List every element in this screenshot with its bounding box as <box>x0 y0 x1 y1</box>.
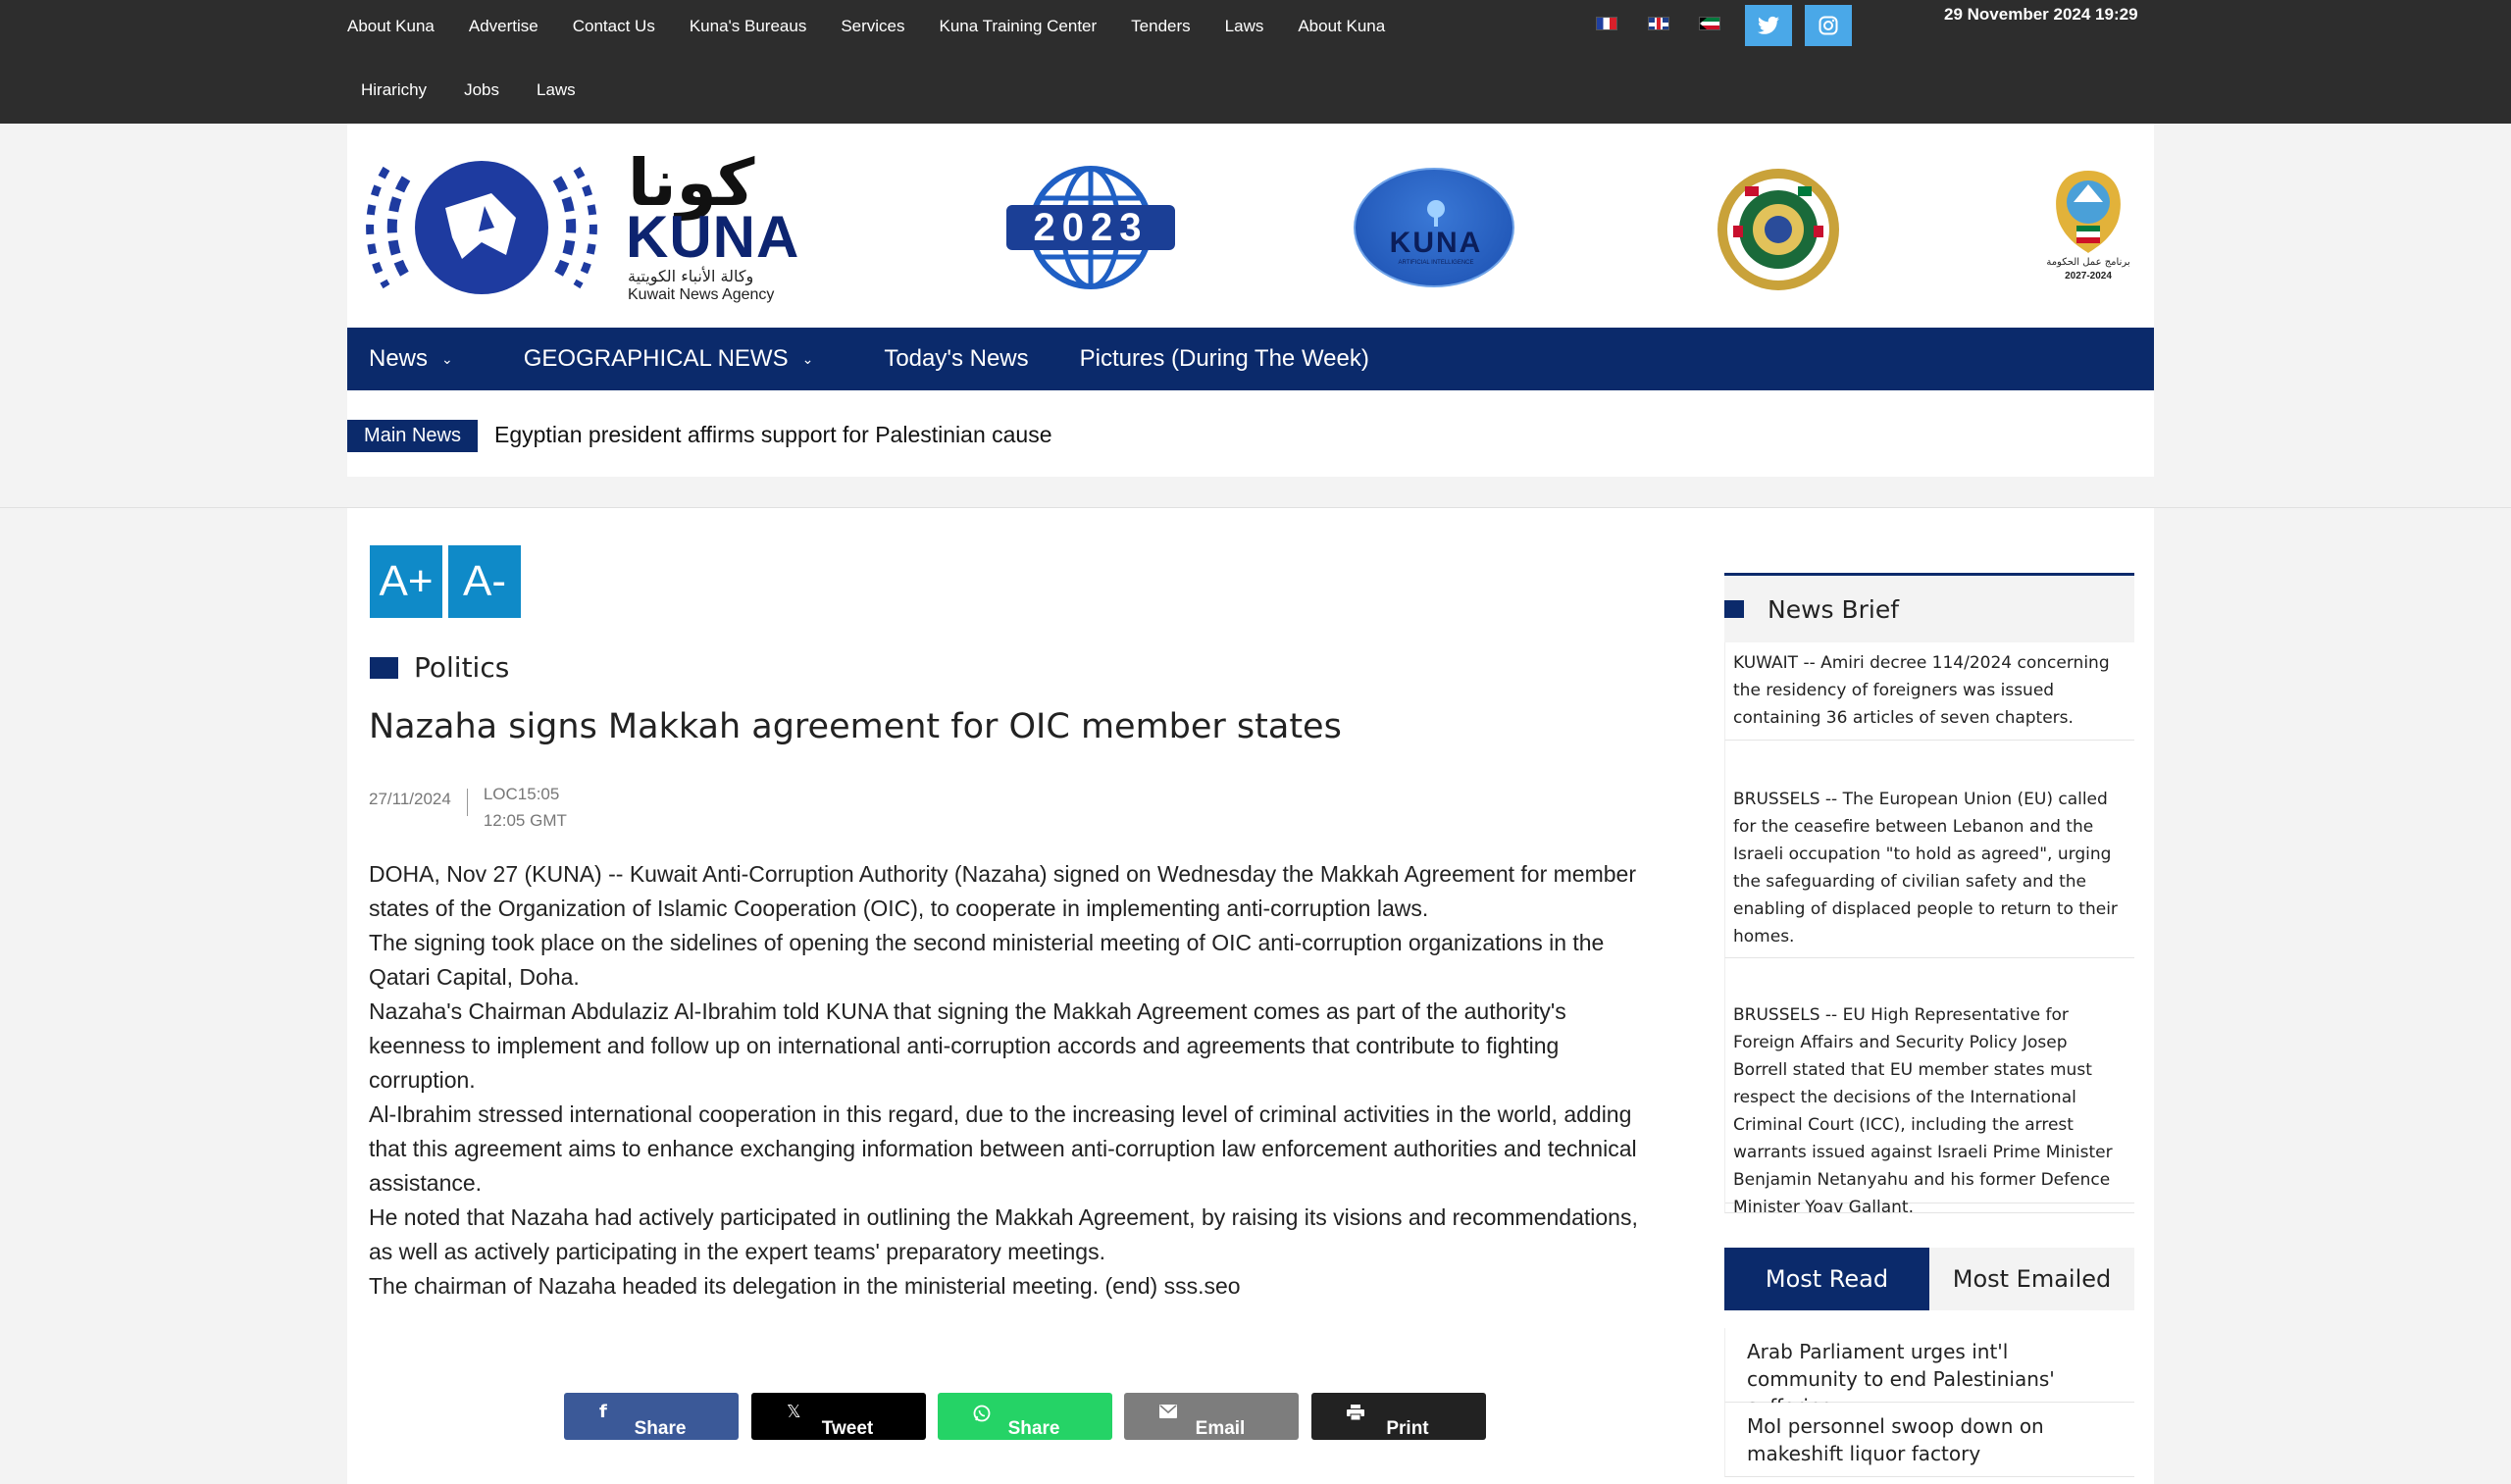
article-gmt-time: 12:05 GMT <box>483 811 567 830</box>
nav-geographical-news[interactable] <box>502 345 836 373</box>
article-paragraph: DOHA, Nov 27 (KUNA) -- Kuwait Anti-Corruption Authority (Nazaha) signed on Wednesday the Makkah Agreement for member states of the Organization of Islamic Cooperation (OIC), to cooperate in implementing anti-corruption laws. <box>369 861 1636 921</box>
kuna-logo[interactable] <box>369 145 800 306</box>
news-brief-square-icon <box>1724 600 1744 618</box>
logo-arabic-subtitle: وكالة الأنباء الكويتية <box>628 267 754 285</box>
font-increase-button[interactable]: A+ <box>370 545 442 618</box>
article-local-time: LOC15:05 <box>483 785 560 803</box>
chevron-down-icon: ⌄ <box>801 350 814 367</box>
most-read-item[interactable]: MoI personnel swoop down on makeshift liquor factory <box>1724 1403 2134 1477</box>
nav-geographical-label: GEOGRAPHICAL NEWS <box>523 345 789 372</box>
facebook-share-label: Share <box>634 1418 687 1439</box>
article-paragraph: The chairman of Nazaha headed its delegation in the ministerial meeting. (end) sss.seo <box>369 1273 1241 1299</box>
top-link-jobs[interactable]: Jobs <box>464 80 499 99</box>
top-link-about-kuna[interactable]: About Kuna <box>347 17 435 35</box>
top-link-contact-us[interactable]: Contact Us <box>572 17 655 35</box>
kuwait-emblem-icon <box>2039 163 2137 261</box>
whatsapp-share-label: Share <box>1007 1418 1060 1439</box>
ai-logo-subtitle: ARTIFICIAL INTELLIGENCE <box>1398 260 1474 266</box>
main-news-badge: Main News <box>347 420 478 452</box>
government-program-logo[interactable] <box>2039 163 2137 290</box>
twitter-button[interactable] <box>1745 5 1792 46</box>
date-separator <box>467 789 468 816</box>
tree-icon <box>1416 199 1456 229</box>
top-link-hierarchy[interactable]: Hirarichy <box>361 80 428 99</box>
nav-news-label: News <box>369 345 429 372</box>
top-link-about-kuna-2[interactable]: About Kuna <box>1298 17 1386 35</box>
article-dateline <box>369 781 567 834</box>
section-name[interactable]: Politics <box>414 651 510 684</box>
nav-pictures[interactable] <box>1058 345 1391 373</box>
news-brief-title: News Brief <box>1768 594 1900 624</box>
section-label <box>370 651 509 684</box>
news-brief-item[interactable]: BRUSSELS -- EU High Representative for Foreign Affairs and Security Policy Josep Borrell stated that EU member states must respect the decisions of the International Criminal Court (ICC), including the arrest warrants issued against Israeli Prime Minister Benjamin Netanyahu and his former Defence Minister Yoav Gallant. <box>1724 958 2134 1213</box>
instagram-button[interactable] <box>1805 5 1852 46</box>
article-paragraph: Al-Ibrahim stressed international cooperation in this regard, due to the increasing level of criminal activities in the world, adding that this agreement aims to enhance exchanging information between anti-corruption law enforcement authorities and technical assistance. <box>369 1101 1637 1196</box>
news-brief-panel <box>1724 573 2134 1217</box>
twitter-icon <box>1758 16 1779 35</box>
top-link-tenders[interactable]: Tenders <box>1131 17 1191 35</box>
article-date: 27/11/2024 <box>369 790 451 808</box>
nav-todays-news[interactable] <box>862 345 1050 373</box>
article-paragraph: The signing took place on the sidelines of opening the second ministerial meeting of OIC anti-corruption organizations in the Qatari Capital, Doha. <box>369 930 1605 990</box>
nav-todays-label: Today's News <box>884 345 1029 372</box>
tab-most-emailed[interactable]: Most Emailed <box>1929 1248 2134 1310</box>
x-tweet-button[interactable] <box>751 1393 926 1440</box>
logo-kuna-text: KUNA <box>626 204 800 270</box>
nav-news[interactable] <box>347 345 475 373</box>
gcc-emblem-icon <box>1716 167 1841 292</box>
x-icon: 𝕏 <box>787 1402 801 1422</box>
email-share-label: Email <box>1195 1418 1246 1439</box>
section-square-icon <box>370 657 398 679</box>
top-link-laws-2[interactable]: Laws <box>536 80 576 99</box>
kuwait-flag-icon[interactable] <box>1699 17 1720 30</box>
top-link-training-center[interactable]: Kuna Training Center <box>939 17 1098 35</box>
gov-program-years: 2027-2024 <box>2065 271 2112 281</box>
article-paragraph: He noted that Nazaha had actively participated in outlining the Makkah Agreement, by raising its visions and recommendations, as well as actively participating in the expert teams' preparatory meetings. <box>369 1204 1638 1264</box>
whatsapp-share-button[interactable] <box>938 1393 1112 1440</box>
ticker-headline[interactable]: Egyptian president affirms support for Palestinian cause <box>494 422 1052 447</box>
nav-pictures-label: Pictures (During The Week) <box>1079 345 1369 372</box>
badge-year-text: 2023 <box>1033 206 1149 249</box>
x-tweet-label: Tweet <box>821 1418 874 1439</box>
article-body <box>369 857 1664 1304</box>
news-brief-item[interactable]: KUWAIT -- Amiri decree 114/2024 concerning the residency of foreigners was issued containing 36 articles of seven chapters. <box>1724 642 2134 741</box>
most-read-item[interactable]: Arab Parliament urges int'l community to end Palestinians' <box>1724 1328 2134 1403</box>
logo-arabic-text: كونا <box>628 145 755 221</box>
main-navigation <box>347 328 2154 390</box>
instagram-icon <box>1819 16 1838 35</box>
gcc-emblem[interactable] <box>1716 167 1841 292</box>
most-read-tabs <box>1724 1248 2134 1310</box>
article-paragraph: Nazaha's Chairman Abdulaziz Al-Ibrahim told KUNA that signing the Makkah Agreement comes as part of the authority's keenness to implement and follow up on international anti-corruption accords and agreements that contribute to fighting corruption. <box>369 998 1566 1093</box>
kuna-ai-logo[interactable] <box>1354 168 1514 287</box>
top-links-row2 <box>361 80 613 100</box>
site-header <box>347 124 2154 328</box>
article-title: Nazaha signs Makkah agreement for OIC member states <box>369 707 1342 746</box>
kuna-emblem-icon <box>369 149 604 306</box>
gov-program-arabic: برنامج عمل الحكومة <box>2046 257 2130 268</box>
tab-most-read[interactable]: Most Read <box>1724 1248 1929 1310</box>
chevron-down-icon: ⌄ <box>441 350 453 367</box>
top-link-services[interactable]: Services <box>841 17 905 35</box>
top-link-laws[interactable]: Laws <box>1224 17 1264 35</box>
facebook-icon: f <box>599 1402 607 1422</box>
english-flag-icon[interactable] <box>1648 17 1669 30</box>
print-label: Print <box>1386 1418 1429 1439</box>
font-decrease-button[interactable]: A- <box>448 545 521 618</box>
top-link-advertise[interactable]: Advertise <box>468 17 538 35</box>
top-link-bureaus[interactable]: Kuna's Bureaus <box>689 17 807 35</box>
print-button[interactable] <box>1311 1393 1486 1440</box>
top-bar <box>0 0 2511 124</box>
content-area <box>347 508 2154 1484</box>
ai-logo-text: KUNA <box>1389 227 1483 259</box>
year-2023-globe-badge[interactable] <box>1004 165 1177 290</box>
news-ticker <box>347 390 2154 477</box>
news-brief-header <box>1724 576 2134 642</box>
logo-english-subtitle: Kuwait News Agency <box>628 286 775 303</box>
email-share-button[interactable] <box>1124 1393 1299 1440</box>
top-links-row1 <box>347 17 1419 36</box>
news-brief-item[interactable]: BRUSSELS -- The European Union (EU) called for the ceasefire between Lebanon and the Israeli occupation "to hold as agreed", urging the safeguarding of civilian safety and the enabling of displaced people to return to their homes. <box>1724 741 2134 958</box>
current-datetime: 29 November 2024 19:29 <box>1944 5 2138 24</box>
facebook-share-button[interactable] <box>564 1393 739 1440</box>
french-flag-icon[interactable] <box>1596 17 1617 30</box>
